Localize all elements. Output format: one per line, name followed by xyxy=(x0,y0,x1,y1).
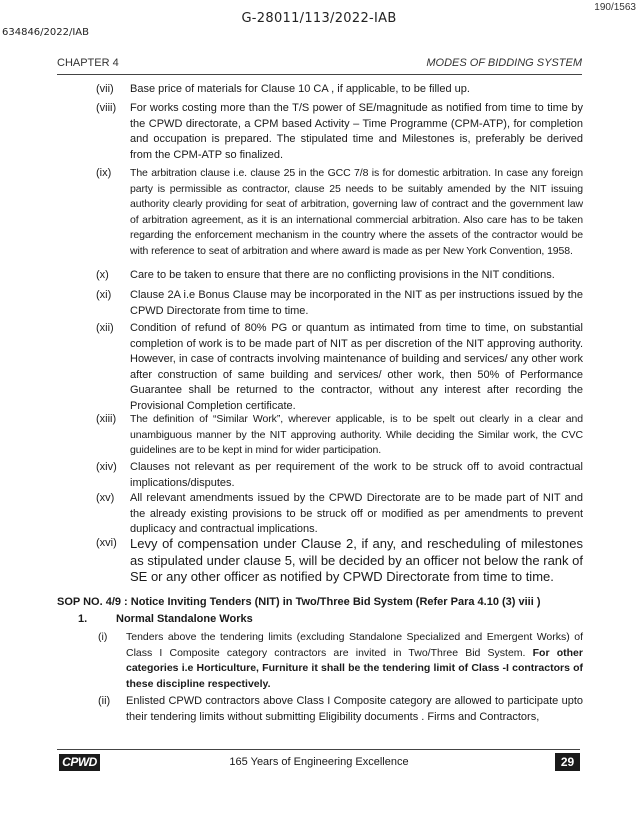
section-number: 1. xyxy=(78,613,88,625)
list-item xyxy=(96,101,583,163)
cpwd-logo: CPWD xyxy=(59,754,100,771)
item-number: (xiii) xyxy=(96,413,117,425)
sub-item xyxy=(96,630,583,692)
item-number: (xi) xyxy=(96,289,112,301)
sub-item-text: Enlisted CPWD contractors above Class I Composite category are allowed to participate upto their tendering limits without submitting Eligibility documents . Firms and Contractors, xyxy=(126,695,583,723)
item-number: (x) xyxy=(96,269,109,281)
item-number: (viii) xyxy=(96,102,117,114)
sub-item-text xyxy=(126,630,583,692)
item-number: (xiv) xyxy=(96,461,117,473)
item-text: Clauses not relevant as per requirement of the work to be struck off to avoid contractual implications/disputes. xyxy=(130,461,583,489)
footer-divider xyxy=(57,749,580,750)
item-number: (ix) xyxy=(96,167,112,179)
item-number: (xii) xyxy=(96,322,114,334)
page-number: 29 xyxy=(555,753,580,771)
item-text: Base price of materials for Clause 10 CA , if applicable, to be filled up. xyxy=(130,83,470,95)
chapter-label: CHAPTER 4 xyxy=(57,57,119,69)
sub-item-plain-text: Tenders above the tendering limits (excluding Standalone Specialized and Emergent Works) of Class I Composite category contractors are invited in Two/Three Bid System. xyxy=(126,631,583,659)
item-text: Care to be taken to ensure that there are no conflicting provisions in the NIT conditions. xyxy=(130,269,555,281)
list-item xyxy=(96,460,583,491)
list-item xyxy=(96,166,583,259)
item-text: Clause 2A i.e Bonus Clause may be incorporated in the NIT as per instructions issued by the CPWD Directorate from time to time. xyxy=(130,289,583,317)
item-number: (vii) xyxy=(96,83,114,95)
item-number: (xv) xyxy=(96,492,115,504)
item-text: For works costing more than the T/S power of SE/magnitude as notified from time to time by the CPWD directorate, a CPM based Activity – Time Programme (CPM-ATP), for completion and occupation is prepared. The stipulated time and Milestones is, preferably be derived from the CPM-ATP so finalized. xyxy=(130,102,583,161)
list-item xyxy=(96,268,583,284)
list-item xyxy=(96,321,583,414)
sop-heading: SOP NO. 4/9 : Notice Inviting Tenders (NIT) in Two/Three Bid System (Refer Para 4.10 (3) viii ) xyxy=(57,596,541,608)
page-counter: 190/1563 xyxy=(594,2,636,13)
item-text: The definition of “Similar Work”, wherever applicable, is to be spelt out clearly in a clear and unambiguous manner by the NIT approving authority. While deciding the Similar work, the CVC guidelines are to be kept in mind for wider participation. xyxy=(130,413,583,456)
sub-item-bold-text: For other categories i.e Horticulture, Furniture it shall be the tendering limit of Class -I contractors of these discipline respectively. xyxy=(126,646,583,690)
header-divider xyxy=(57,74,582,75)
list-item xyxy=(96,412,583,459)
list-item xyxy=(96,536,583,586)
section-title-normal-standalone: Normal Standalone Works xyxy=(116,613,253,625)
sub-file-number: 634846/2022/IAB xyxy=(2,27,90,38)
item-text: Levy of compensation under Clause 2, if any, and rescheduling of milestones as stipulated under clause 5, will be decided by an officer not below the rank of SE or any other officer as notified by CPWD Directorate from time to time. xyxy=(130,536,583,584)
sub-item-number: (i) xyxy=(98,631,108,643)
footer-tagline: 165 Years of Engineering Excellence xyxy=(229,756,409,768)
item-text: Condition of refund of 80% PG or quantum as intimated from time to time, on substantial completion of work is to be made part of NIT as per discretion of the NIT approving authority. However, in case of contracts involving maintenance of building and services/ any other work after construction of same building and services/ other work, then 50% of Performance Guarantee shall be returned to the contractor, without any interest after recording the Provisional Completion certificate. xyxy=(130,322,583,412)
list-item xyxy=(96,288,583,319)
section-title: MODES OF BIDDING SYSTEM xyxy=(426,57,582,69)
sub-item-number: (ii) xyxy=(98,695,111,707)
list-item xyxy=(96,82,583,98)
item-text: All relevant amendments issued by the CPWD Directorate are to be made part of NIT and the already existing provisions to be struck off or modified as per amendments to prevent duplicacy and contractual implications. xyxy=(130,492,583,535)
sub-item xyxy=(96,694,583,725)
file-number: G-28011/113/2022-IAB xyxy=(241,11,397,26)
list-item xyxy=(96,491,583,538)
item-number: (xvi) xyxy=(96,537,117,549)
item-text: The arbitration clause i.e. clause 25 in the GCC 7/8 is for domestic arbitration. In case any foreign party is permissible as contractor, clause 25 needs to be suitably amended by the NIT issuing authority clearly providing for seat of arbitration, governing law of contract and the government law of arbitration agreement, as it is an international commercial arbitration. Also care has to be taken regarding the enforcement mechanism in the country where the assets of the contractor would be with reference to seat of arbitration and where award is made as per New York Convention, 1958. xyxy=(130,167,583,257)
